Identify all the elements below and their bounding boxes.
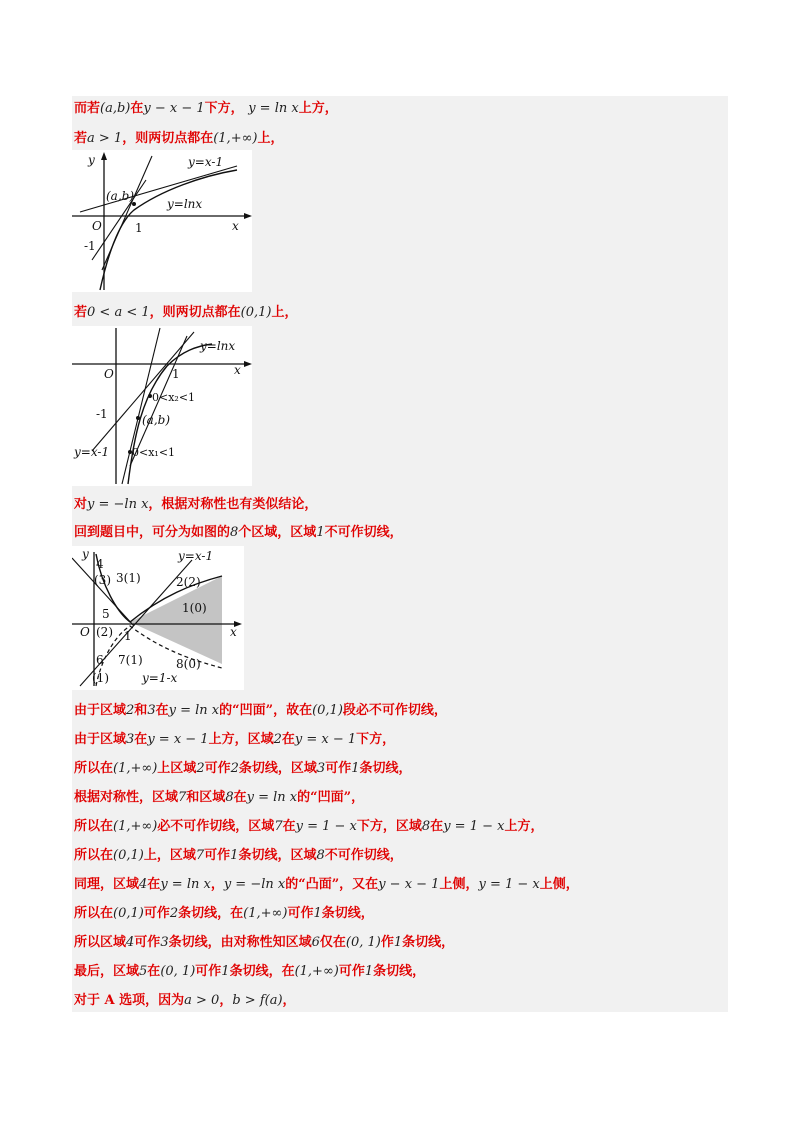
point-a-b [136, 416, 140, 420]
figure-regions [72, 546, 244, 690]
region-8-count: 8(0) [176, 657, 201, 671]
tick-1: 1 [172, 367, 180, 381]
region-7-count: 7(1) [118, 653, 143, 667]
y-label: y [82, 547, 89, 561]
lnx-curve [100, 170, 237, 290]
region-1-count: 1(0) [182, 601, 207, 615]
origin-label: O [104, 367, 114, 381]
region-3: (3) [94, 573, 111, 587]
text-line: 对于 A 选项，因为a > 0，b > f(a)， [74, 993, 296, 1008]
text-line: 若0 < a < 1，则两切点都在(0,1)上， [74, 305, 298, 320]
label-x2: 0<x₂<1 [152, 391, 196, 404]
region-2-count: 2(2) [176, 575, 201, 589]
tick-1: 1 [124, 629, 132, 643]
region-6-count: (1) [92, 671, 109, 685]
region-5: 5 [102, 607, 110, 621]
label-y-x-1: y=x-1 [74, 445, 110, 459]
text-line: 若a > 1，则两切点都在(1,+∞)上， [74, 131, 284, 146]
label-lnx: y=lnx [200, 339, 236, 353]
label-y-x-1: y=x-1 [188, 155, 224, 169]
text-line: 由于区域3在y = x − 1上方，区域2在y = x − 1下方， [74, 732, 396, 747]
text-line: 由于区域2和3在y = ln x的“凹面”，故在(0,1)段必不可作切线， [74, 703, 447, 718]
text-line: 所以在(0,1)上，区域7可作1条切线，区域8不可作切线， [74, 848, 403, 863]
text-line: 对y = −ln x，根据对称性也有类似结论， [74, 497, 318, 512]
text-line: 同理，区域4在y = ln x，y = −ln x的“凸面”，又在y − x − 1上侧，y = 1 − x上侧， [74, 877, 579, 892]
tick-neg1: -1 [96, 407, 108, 421]
tangent-line-1 [102, 156, 152, 270]
text-line: 回到题目中，可分为如图的8个区域，区域1不可作切线， [74, 525, 403, 540]
x-label: x [232, 219, 239, 233]
origin-label: O [80, 625, 90, 639]
text-line: 而若(a,b)在y − x − 1下方， y = ln x上方， [74, 101, 338, 116]
label-x1: 0<x₁<1 [132, 446, 176, 459]
tick-neg1: -1 [84, 239, 96, 253]
x-label: x [230, 625, 237, 639]
text-line: 所以在(1,+∞)上区域2可作2条切线，区域3可作1条切线， [74, 761, 412, 776]
text-line: 所以在(1,+∞)必不可作切线，区域7在y = 1 − x下方，区域8在y = 1 − x上方， [74, 819, 544, 834]
region-3-count: 3(1) [116, 571, 141, 585]
label-point: (a,b) [142, 413, 171, 427]
shaded-region [130, 576, 222, 664]
region-6: 6 [96, 653, 104, 667]
region-4: 4 [96, 557, 104, 571]
text-line: 最后，区域5在(0, 1)可作1条切线，在(1,+∞)可作1条切线， [74, 964, 426, 979]
tick-1: 1 [135, 221, 143, 235]
text-line: 所以区域4可作3条切线，由对称性知区域6仅在(0, 1)作1条切线， [74, 935, 455, 950]
figure-lnx-a-less-1 [72, 326, 252, 486]
label-point: (a,b) [106, 189, 135, 203]
y-label: y [88, 153, 95, 167]
label-y-1-x: y=1-x [142, 671, 178, 685]
region-2-label: (2) [96, 625, 113, 639]
origin-label: O [92, 219, 102, 233]
text-line: 根据对称性，区域7和区域8在y = ln x的“凹面”， [74, 790, 365, 805]
label-lnx: y=lnx [167, 197, 203, 211]
x-label: x [234, 363, 241, 377]
tangent-line-1 [122, 328, 160, 484]
label-y-x-1: y=x-1 [178, 549, 214, 563]
text-line: 所以在(0,1)可作2条切线，在(1,+∞)可作1条切线， [74, 906, 374, 921]
figure-lnx-a-greater-1 [72, 150, 252, 292]
